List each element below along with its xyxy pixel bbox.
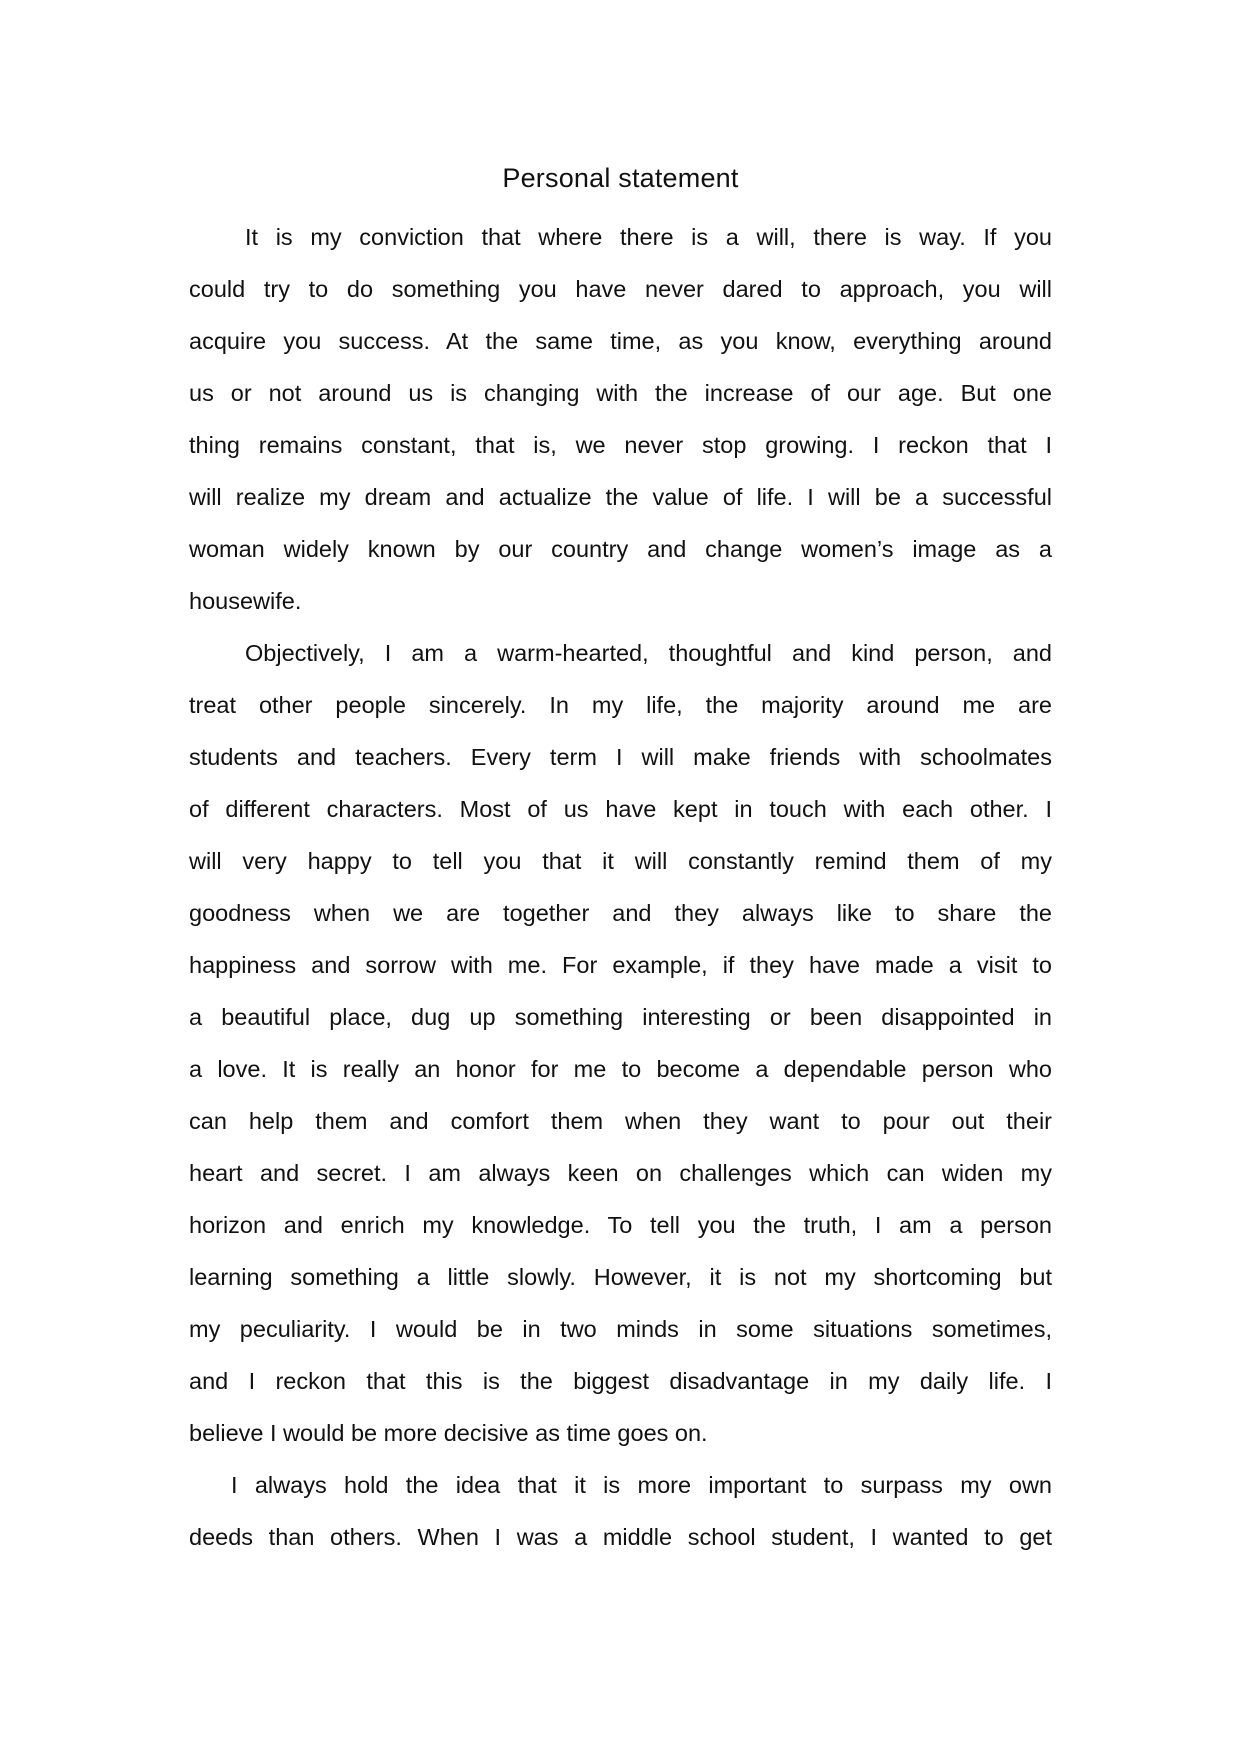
text-line: learning something a little slowly. However, it is not my shortcoming but [189, 1264, 1052, 1290]
text-line: my peculiarity. I would be in two minds in some situations sometimes, [189, 1316, 1052, 1342]
text-line: will realize my dream and actualize the value of life. I will be a successful [189, 484, 1052, 510]
text-line: of different characters. Most of us have kept in touch with each other. I [189, 796, 1052, 822]
text-line: thing remains constant, that is, we never stop growing. I reckon that I [189, 432, 1052, 458]
text-line: It is my conviction that where there is a will, there is way. If you [245, 224, 1052, 250]
text-line: happiness and sorrow with me. For example, if they have made a visit to [189, 952, 1052, 978]
paragraph-3 [189, 1463, 1052, 1567]
text-line: housewife. [189, 588, 302, 614]
text-line: a beautiful place, dug up something interesting or been disappointed in [189, 1004, 1052, 1030]
text-line: acquire you success. At the same time, as you know, everything around [189, 328, 1052, 354]
text-line: treat other people sincerely. In my life, the majority around me are [189, 692, 1052, 718]
text-line: students and teachers. Every term I will make friends with schoolmates [189, 744, 1052, 770]
text-line: could try to do something you have never dared to approach, you will [189, 276, 1052, 302]
text-line: a love. It is really an honor for me to become a dependable person who [189, 1056, 1052, 1082]
text-line: believe I would be more decisive as time goes on. [189, 1420, 708, 1446]
text-line: deeds than others. When I was a middle school student, I wanted to get [189, 1524, 1052, 1550]
document-title: Personal statement [502, 163, 739, 193]
text-line: Objectively, I am a warm-hearted, thoughtful and kind person, and [245, 640, 1052, 666]
paragraph-2 [189, 631, 1052, 1463]
text-line: and I reckon that this is the biggest disadvantage in my daily life. I [189, 1368, 1052, 1394]
document-body [189, 215, 1052, 1567]
text-line: woman widely known by our country and change women’s image as a [189, 536, 1052, 562]
text-line: can help them and comfort them when they want to pour out their [189, 1108, 1052, 1134]
text-line: horizon and enrich my knowledge. To tell you the truth, I am a person [189, 1212, 1052, 1238]
text-line: will very happy to tell you that it will constantly remind them of my [189, 848, 1052, 874]
text-line: I always hold the idea that it is more important to surpass my own [231, 1472, 1052, 1498]
text-line: us or not around us is changing with the increase of our age. But one [189, 380, 1052, 406]
text-line: heart and secret. I am always keen on challenges which can widen my [189, 1160, 1052, 1186]
text-line: goodness when we are together and they always like to share the [189, 900, 1052, 926]
paragraph-1 [189, 215, 1052, 631]
